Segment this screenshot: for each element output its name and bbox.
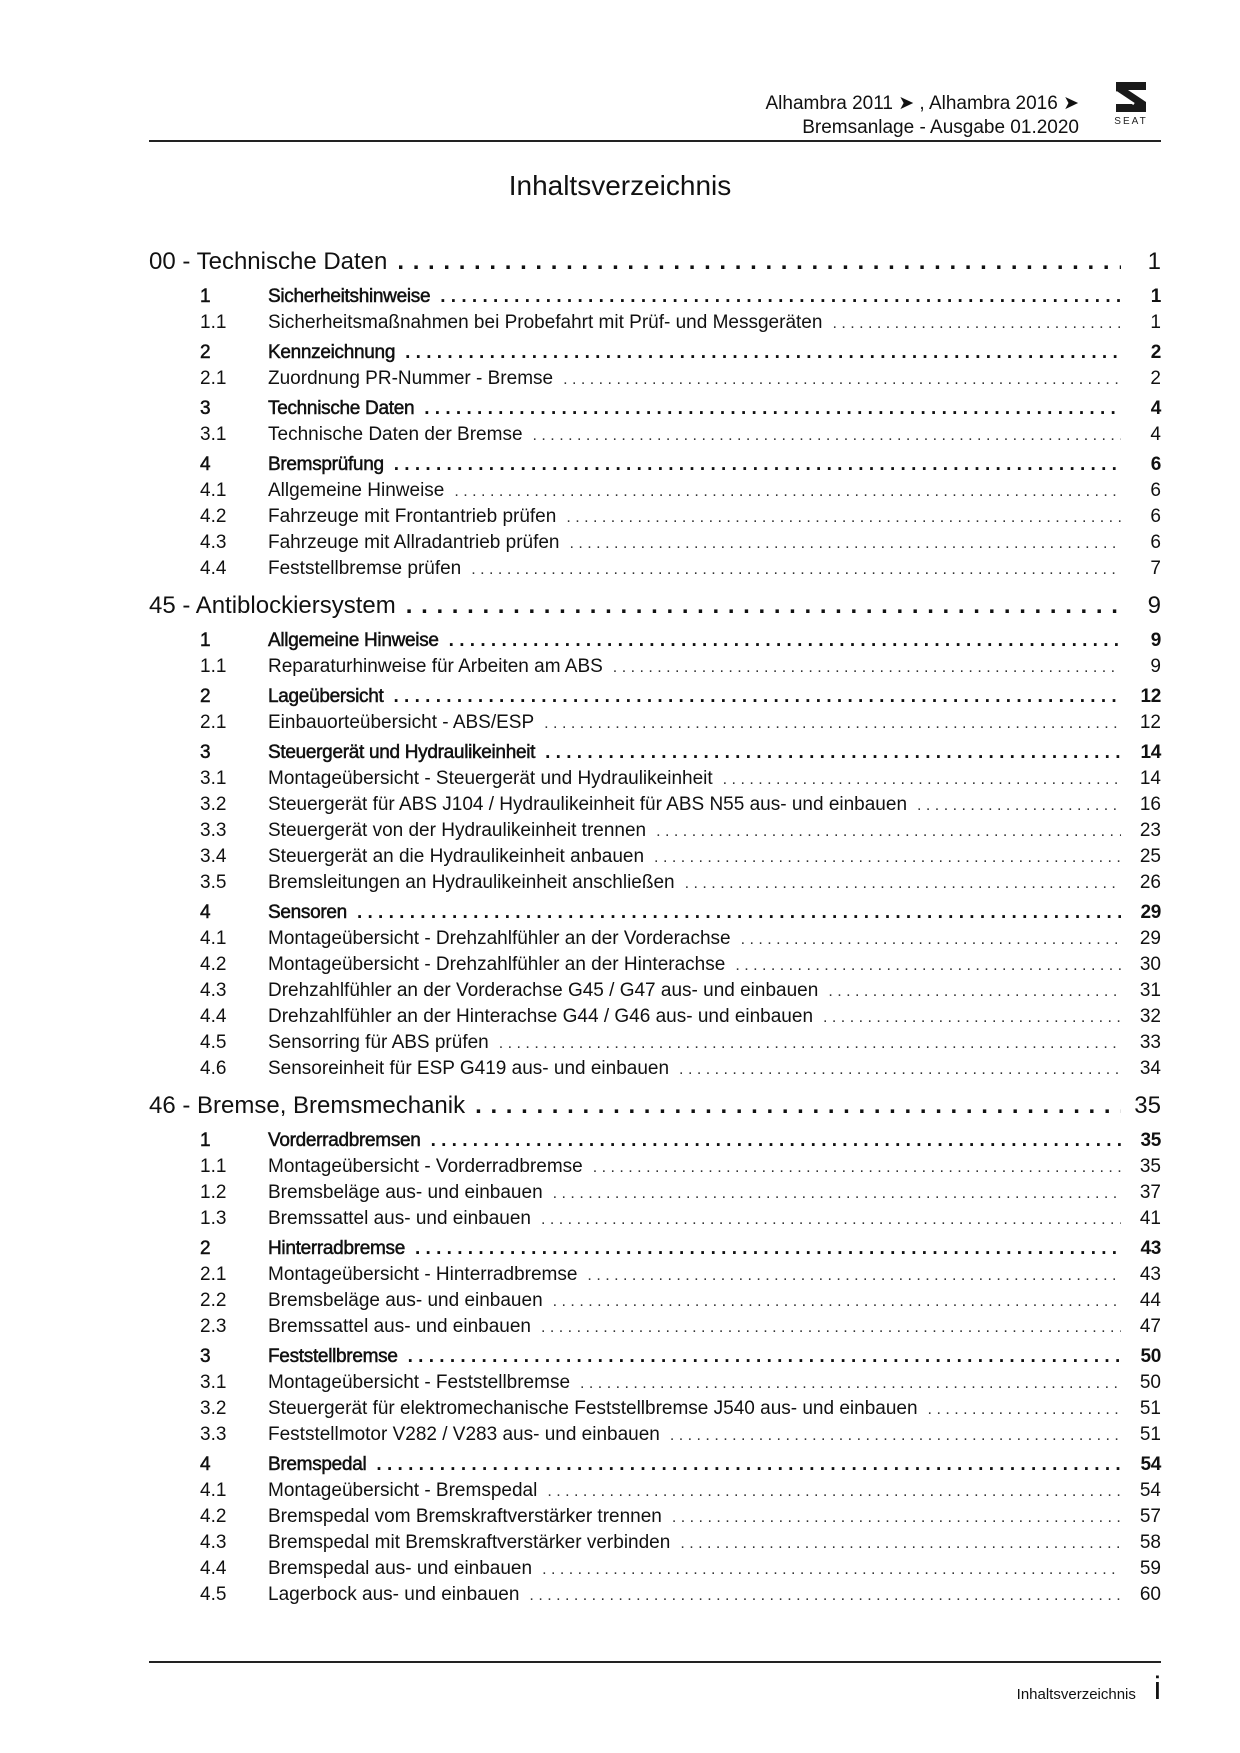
entry-number: 4 [200,1454,211,1475]
entry-page-number: 23 [1139,820,1161,841]
dot-leader [928,1397,1121,1423]
entry-number: 4.3 [200,980,227,1001]
chapter-page-number: 35 [1134,1092,1161,1119]
toc-subsection[interactable] [149,422,1161,448]
dot-leader [679,1057,1121,1083]
entry-title: Technische Daten der Bremse [268,424,523,445]
entry-title: Einbauorteübersicht - ABS/ESP [268,712,535,733]
entry-page-number: 50 [1139,1372,1161,1393]
entry-page-number: 51 [1139,1398,1161,1419]
entry-page-number: 30 [1139,954,1161,975]
entry-number: 4.3 [200,1532,227,1553]
entry-page-number: 51 [1139,1424,1161,1445]
dot-leader [533,423,1121,449]
toc-section[interactable] [149,396,1161,422]
toc-subsection[interactable] [149,766,1161,792]
entry-page-number: 1 [1150,286,1161,307]
header-models: Alhambra 2011 ➤ , Alhambra 2016 ➤ [765,93,1079,114]
toc-subsection[interactable] [149,478,1161,504]
entry-number: 2.2 [200,1290,227,1311]
entry-page-number: 41 [1139,1208,1161,1229]
entry-title: Steuergerät für ABS J104 / Hydraulikeinheit für ABS N55 aus- und einbauen [268,794,908,815]
entry-title: Bremsbeläge aus- und einbauen [268,1182,543,1203]
dot-leader [405,340,1121,366]
entry-title: Sicherheitsmaßnahmen bei Probefahrt mit Prüf- und Messgeräten [268,312,823,333]
entry-title: Montageübersicht - Drehzahlfühler an der Vorderachse [268,928,731,949]
entry-page-number: 1 [1150,312,1161,333]
seat-logo-icon [1114,80,1148,114]
entry-title: Montageübersicht - Vorderradbremse [268,1156,583,1177]
entry-number: 2.1 [200,368,227,389]
entry-page-number: 32 [1139,1006,1161,1027]
header-edition: Bremsanlage - Ausgabe 01.2020 [802,117,1079,138]
entry-title: Bremssattel aus- und einbauen [268,1316,531,1337]
toc-subsection[interactable] [149,504,1161,530]
dot-leader [823,1005,1121,1031]
dot-leader [587,1263,1121,1289]
dot-leader [431,1128,1121,1154]
entry-page-number: 31 [1139,980,1161,1001]
dot-leader [424,396,1121,422]
toc-subsection[interactable] [149,530,1161,556]
dot-leader [357,900,1121,926]
header-divider [149,140,1161,142]
entry-number: 3.4 [200,846,227,867]
entry-page-number: 44 [1139,1290,1161,1311]
entry-title: Hinterradbremse [268,1238,405,1259]
dot-leader [917,793,1121,819]
entry-title: Fahrzeuge mit Allradantrieb prüfen [268,532,560,553]
toc-section[interactable] [149,1344,1161,1370]
entry-page-number: 37 [1139,1182,1161,1203]
dot-leader [735,953,1121,979]
entry-page-number: 33 [1139,1032,1161,1053]
entry-number: 2 [200,686,211,707]
toc-subsection[interactable] [149,1288,1161,1314]
entry-number: 1.1 [200,1156,227,1177]
toc-subsection[interactable] [149,1262,1161,1288]
entry-number: 2 [200,1238,211,1259]
entry-page-number: 26 [1139,872,1161,893]
entry-number: 3.2 [200,794,227,815]
logo-wordmark: SEAT [1114,116,1148,127]
dot-leader [613,655,1121,681]
dot-leader [529,1583,1121,1609]
entry-number: 3 [200,398,211,419]
entry-title: Montageübersicht - Steuergerät und Hydraulikeinheit [268,768,713,789]
entry-page-number: 47 [1139,1316,1161,1337]
dot-leader [376,1452,1121,1478]
dot-leader [685,871,1121,897]
entry-title: Bremspedal aus- und einbauen [268,1558,533,1579]
toc-subsection[interactable] [149,1556,1161,1582]
entry-title: Zuordnung PR-Nummer - Bremse [268,368,554,389]
dot-leader [741,927,1121,953]
dot-leader [541,1315,1121,1341]
dot-leader [449,628,1121,654]
entry-title: Lagerbock aus- und einbauen [268,1584,520,1605]
entry-number: 1.1 [200,312,227,333]
entry-number: 2 [200,342,211,363]
entry-number: 4.5 [200,1032,227,1053]
entry-number: 3 [200,742,211,763]
entry-number: 1.3 [200,1208,227,1229]
entry-title: Reparaturhinweise für Arbeiten am ABS [268,656,603,677]
entry-page-number: 14 [1140,742,1161,763]
toc-chapter[interactable] [149,588,1161,624]
entry-number: 1.2 [200,1182,227,1203]
toc-subsection[interactable] [149,1478,1161,1504]
dot-leader [499,1031,1121,1057]
entry-number: 3.3 [200,1424,227,1445]
toc-subsection[interactable] [149,978,1161,1004]
entry-title: Montageübersicht - Drehzahlfühler an der Hinterachse [268,954,726,975]
entry-number: 3.2 [200,1398,227,1419]
entry-title: Feststellbremse [268,1346,398,1367]
toc-subsection[interactable] [149,1206,1161,1232]
entry-page-number: 6 [1150,454,1161,475]
dot-leader [553,1181,1121,1207]
footer-label: Inhaltsverzeichnis [1016,1686,1136,1703]
entry-number: 4.2 [200,1506,227,1527]
toc-subsection[interactable] [149,792,1161,818]
dot-leader [541,1207,1121,1233]
entry-title: Technische Daten [268,398,415,419]
toc-subsection[interactable] [149,1056,1161,1082]
toc-section[interactable] [149,900,1161,926]
toc-subsection[interactable] [149,1004,1161,1030]
entry-number: 4.1 [200,480,227,501]
entry-page-number: 29 [1139,928,1161,949]
entry-title: Montageübersicht - Bremspedal [268,1480,538,1501]
dot-leader [580,1371,1121,1397]
dot-leader [397,244,1121,280]
dot-leader [670,1423,1121,1449]
entry-number: 4.4 [200,1006,227,1027]
toc-section[interactable] [149,1128,1161,1154]
entry-title: Feststellmotor V282 / V283 aus- und einbauen [268,1424,660,1445]
entry-page-number: 54 [1140,1454,1161,1475]
entry-page-number: 4 [1150,424,1161,445]
entry-number: 3 [200,1346,211,1367]
entry-page-number: 54 [1139,1480,1161,1501]
entry-title: Allgemeine Hinweise [268,630,439,651]
entry-number: 2.1 [200,712,227,733]
toc-subsection[interactable] [149,1154,1161,1180]
toc-subsection[interactable] [149,844,1161,870]
toc-subsection[interactable] [149,1530,1161,1556]
toc-section[interactable] [149,740,1161,766]
toc-subsection[interactable] [149,556,1161,582]
toc-section[interactable] [149,684,1161,710]
dot-leader [415,1236,1121,1262]
entry-title: Sensoren [268,902,347,923]
dot-leader [656,819,1121,845]
toc-subsection[interactable] [149,952,1161,978]
entry-number: 4.4 [200,558,227,579]
dot-leader [545,740,1121,766]
entry-page-number: 9 [1150,656,1161,677]
entry-page-number: 6 [1150,532,1161,553]
entry-title: Steuergerät an die Hydraulikeinheit anbauen [268,846,645,867]
entry-title: Bremspedal vom Bremskraftverstärker trennen [268,1506,662,1527]
entry-title: Bremsbeläge aus- und einbauen [268,1290,543,1311]
entry-number: 4.1 [200,928,227,949]
entry-title: Feststellbremse prüfen [268,558,462,579]
toc-chapter[interactable] [149,244,1161,280]
entry-title: Drehzahlfühler an der Hinterachse G44 / G46 aus- und einbauen [268,1006,814,1027]
dot-leader [672,1505,1121,1531]
dot-leader [832,311,1121,337]
chapter-title: 45 - Antiblockiersystem [149,592,396,619]
entry-title: Bremsprüfung [268,454,384,475]
toc-subsection[interactable] [149,1422,1161,1448]
chapter-page-number: 9 [1147,592,1161,619]
dot-leader [471,557,1121,583]
toc-subsection[interactable] [149,1582,1161,1608]
entry-page-number: 35 [1140,1130,1161,1151]
entry-page-number: 43 [1139,1264,1161,1285]
entry-page-number: 57 [1139,1506,1161,1527]
entry-number: 4 [200,902,211,923]
entry-page-number: 14 [1139,768,1161,789]
toc-section[interactable] [149,452,1161,478]
entry-number: 4.3 [200,532,227,553]
entry-title: Sicherheitshinweise [268,286,431,307]
toc-subsection[interactable] [149,1504,1161,1530]
toc-subsection[interactable] [149,1180,1161,1206]
entry-number: 3.1 [200,768,227,789]
toc-section[interactable] [149,1236,1161,1262]
entry-title: Bremspedal [268,1454,367,1475]
entry-title: Sensorring für ABS prüfen [268,1032,489,1053]
entry-number: 3.5 [200,872,227,893]
entry-page-number: 29 [1140,902,1161,923]
entry-page-number: 43 [1140,1238,1161,1259]
entry-number: 1 [200,1130,211,1151]
toc-subsection[interactable] [149,926,1161,952]
entry-title: Sensoreinheit für ESP G419 aus- und einbauen [268,1058,670,1079]
entry-number: 3.1 [200,424,227,445]
entry-number: 1 [200,630,211,651]
dot-leader [394,452,1121,478]
entry-page-number: 34 [1139,1058,1161,1079]
dot-leader [475,1088,1121,1124]
seat-logo [1101,80,1161,130]
footer-divider [149,1661,1161,1663]
toc-subsection[interactable] [149,654,1161,680]
entry-page-number: 35 [1139,1156,1161,1177]
entry-number: 4.4 [200,1558,227,1579]
entry-number: 4.5 [200,1584,227,1605]
entry-number: 2.1 [200,1264,227,1285]
chapter-title: 00 - Technische Daten [149,248,388,275]
dot-leader [563,367,1121,393]
entry-page-number: 2 [1150,368,1161,389]
entry-number: 3.1 [200,1372,227,1393]
toc-subsection[interactable] [149,1030,1161,1056]
dot-leader [406,588,1121,624]
dot-leader [408,1344,1121,1370]
entry-title: Steuergerät von der Hydraulikeinheit trennen [268,820,647,841]
entry-number: 4.1 [200,1480,227,1501]
entry-page-number: 12 [1139,712,1161,733]
entry-title: Kennzeichnung [268,342,396,363]
toc-subsection[interactable] [149,710,1161,736]
entry-page-number: 12 [1140,686,1161,707]
header-text [766,92,1080,140]
page-footer [1017,1672,1161,1704]
entry-page-number: 50 [1140,1346,1161,1367]
toc-chapter[interactable] [149,1088,1161,1124]
entry-title: Bremsleitungen an Hydraulikeinheit anschließen [268,872,675,893]
entry-page-number: 2 [1150,342,1161,363]
dot-leader [828,979,1121,1005]
entry-page-number: 59 [1139,1558,1161,1579]
entry-title: Vorderradbremsen [268,1130,421,1151]
footer-page-number: i [1153,1670,1161,1706]
entry-title: Allgemeine Hinweise [268,480,445,501]
entry-page-number: 60 [1139,1584,1161,1605]
entry-number: 4.6 [200,1058,227,1079]
dot-leader [593,1155,1121,1181]
entry-number: 2.3 [200,1316,227,1337]
entry-number: 3.3 [200,820,227,841]
toc-subsection[interactable] [149,1396,1161,1422]
entry-page-number: 16 [1139,794,1161,815]
entry-page-number: 9 [1150,630,1161,651]
entry-number: 1.1 [200,656,227,677]
toc-subsection[interactable] [149,366,1161,392]
entry-title: Montageübersicht - Hinterradbremse [268,1264,578,1285]
toc-subsection[interactable] [149,870,1161,896]
toc-subsection[interactable] [149,818,1161,844]
entry-title: Steuergerät und Hydraulikeinheit [268,742,536,763]
dot-leader [547,1479,1121,1505]
entry-page-number: 25 [1139,846,1161,867]
dot-leader [542,1557,1121,1583]
entry-title: Fahrzeuge mit Frontantrieb prüfen [268,506,557,527]
chapter-page-number: 1 [1147,248,1161,275]
table-of-contents [149,238,1161,1608]
toc-section[interactable] [149,1452,1161,1478]
dot-leader [654,845,1121,871]
dot-leader [454,479,1121,505]
toc-section[interactable] [149,340,1161,366]
toc-subsection[interactable] [149,1370,1161,1396]
entry-number: 4.2 [200,954,227,975]
entry-number: 1 [200,286,211,307]
entry-number: 4 [200,454,211,475]
dot-leader [393,684,1121,710]
entry-title: Bremspedal mit Bremskraftverstärker verbinden [268,1532,671,1553]
dot-leader [723,767,1121,793]
page-header [149,80,1161,142]
entry-page-number: 58 [1139,1532,1161,1553]
toc-section[interactable] [149,284,1161,310]
toc-subsection[interactable] [149,310,1161,336]
toc-section[interactable] [149,628,1161,654]
dot-leader [544,711,1121,737]
entry-page-number: 7 [1150,558,1161,579]
entry-title: Montageübersicht - Feststellbremse [268,1372,571,1393]
entry-number: 4.2 [200,506,227,527]
entry-page-number: 6 [1150,480,1161,501]
dot-leader [553,1289,1121,1315]
dot-leader [570,531,1122,557]
entry-page-number: 6 [1150,506,1161,527]
dot-leader [566,505,1121,531]
chapter-title: 46 - Bremse, Bremsmechanik [149,1092,466,1119]
entry-page-number: 4 [1150,398,1161,419]
entry-title: Bremssattel aus- und einbauen [268,1208,531,1229]
entry-title: Steuergerät für elektromechanische Feststellbremse J540 aus- und einbauen [268,1398,918,1419]
dot-leader [680,1531,1121,1557]
entry-title: Drehzahlfühler an der Vorderachse G45 / G47 aus- und einbauen [268,980,819,1001]
toc-subsection[interactable] [149,1314,1161,1340]
page-title: Inhaltsverzeichnis [508,170,732,201]
dot-leader [440,284,1121,310]
entry-title: Lageübersicht [268,686,384,707]
